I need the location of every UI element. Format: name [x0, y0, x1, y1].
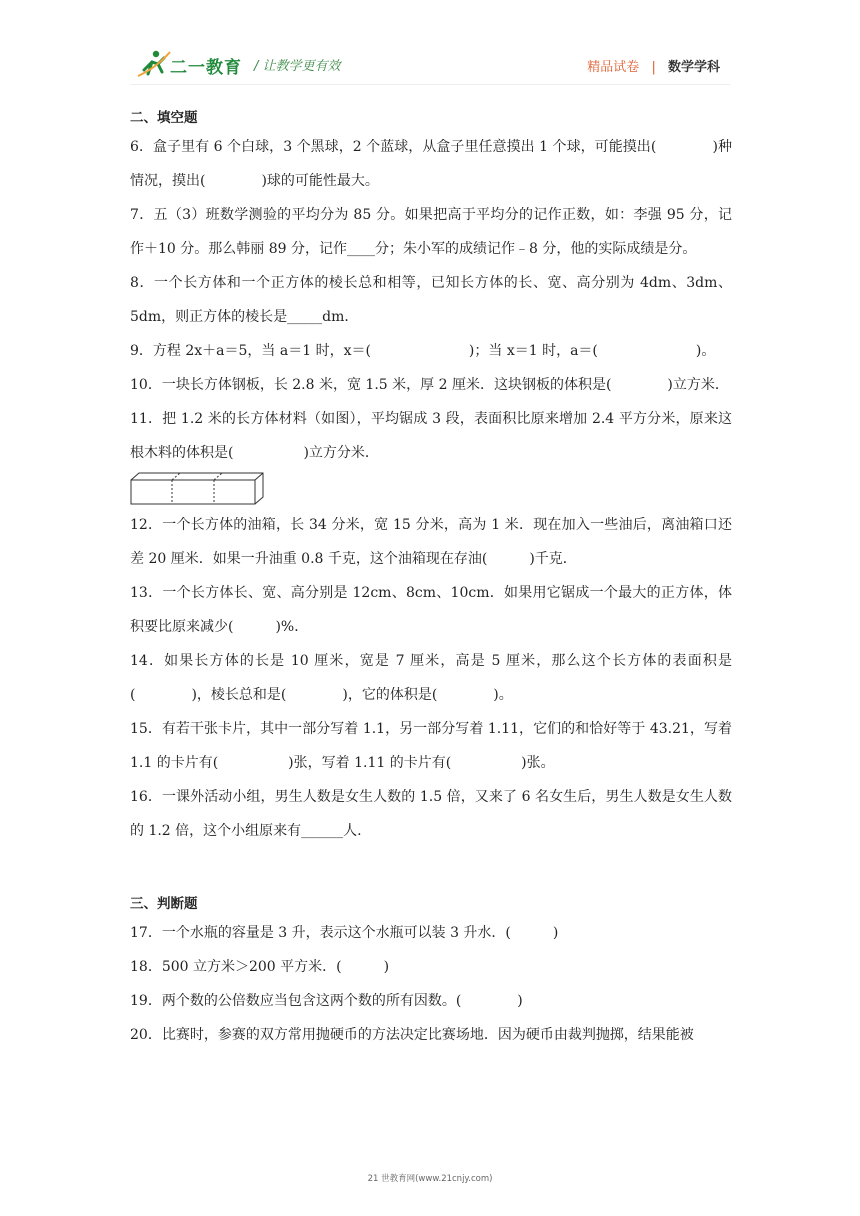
question-16: 16．一课外活动小组，男生人数是女生人数的 1.5 倍，又来了 6 名女生后，男生人数是女生人数的 1.2 倍，这个小组原来有______人. — [130, 789, 732, 839]
question-8: 8．一个长方体和一个正方体的棱长总和相等，已知长方体的长、宽、高分别为 4dm、3dm、5dm，则正方体的棱长是_____dm． — [130, 275, 732, 325]
header-separator: | — [651, 60, 656, 75]
page-footer: 21 世教育网(www.21cnjy.com) — [367, 1174, 493, 1184]
section-judge-title: 三、判断题 — [130, 896, 198, 912]
header-right — [587, 56, 720, 75]
question-18: 18．500 立方米＞200 平方米．( ) — [130, 959, 390, 975]
header-slogan: / 让教学更有效 — [254, 59, 341, 74]
question-9: 9．方程 2x＋a＝5，当 a＝1 时，x＝( )；当 x＝1 时，a＝( )。 — [130, 343, 716, 359]
cuboid-figure — [130, 470, 732, 508]
header-divider — [130, 84, 730, 85]
logo-text: 二一教育 — [170, 58, 242, 78]
question-6: 6．盒子里有 6 个白球，3 个黑球，2 个蓝球，从盒子里任意摸出 1 个球，可能摸出( )种情况，摸出( )球的可能性最大。 — [130, 139, 732, 189]
question-20: 20．比赛时，参赛的双方常用抛硬币的方法决定比赛场地．因为硬币由裁判抛掷，结果能被 — [130, 1027, 694, 1043]
question-11: 11．把 1.2 米的长方体材料（如图），平均锯成 3 段，表面积比原来增加 2.4 平方分米，原来这根木料的体积是( )立方分米． — [130, 411, 732, 461]
question-10: 10．一块长方体钢板，长 2.8 米，宽 1.5 米，厚 2 厘米．这块钢板的体积是( )立方米． — [130, 377, 729, 393]
question-17: 17．一个水瓶的容量是 3 升，表示这个水瓶可以装 3 升水．( ) — [130, 925, 559, 941]
question-14: 14．如果长方体的长是 10 厘米，宽是 7 厘米，高是 5 厘米，那么这个长方体的表面积是( )，棱长总和是( )，它的体积是( )。 — [130, 653, 732, 703]
premium-label: 精品试卷 — [587, 60, 640, 75]
question-12: 12．一个长方体的油箱，长 34 分米，宽 15 分米，高为 1 米．现在加入一些油后，离油箱口还差 20 厘米．如果一升油重 0.8 千克，这个油箱现在存油( )千克． — [130, 517, 732, 567]
question-7: 7．五（3）班数学测验的平均分为 85 分。如果把高于平均分的记作正数，如：李强 95 分，记作＋10 分。那么韩丽 89 分，记作____分；朱小军的成绩记作﹣8 分，他的实际成绩是分。 — [130, 207, 732, 257]
page-header — [0, 0, 860, 90]
question-19: 19．两个数的公倍数应当包含这两个数的所有因数。( ) — [130, 993, 523, 1009]
subject-label: 数学学科 — [667, 60, 720, 75]
question-13: 13．一个长方体长、宽、高分别是 12cm、8cm、10cm．如果用它锯成一个最大的正方体，体积要比原来减少( )%． — [130, 585, 732, 635]
cuboid-diagram — [130, 472, 270, 506]
question-15: 15．有若干张卡片，其中一部分写着 1.1，另一部分写着 1.11，它们的和恰好等于 43.21，写着 1.1 的卡片有( )张，写着 1.11 的卡片有( )张。 — [130, 721, 732, 771]
section-fill-title: 二、填空题 — [130, 110, 198, 126]
document-body — [130, 100, 732, 1052]
